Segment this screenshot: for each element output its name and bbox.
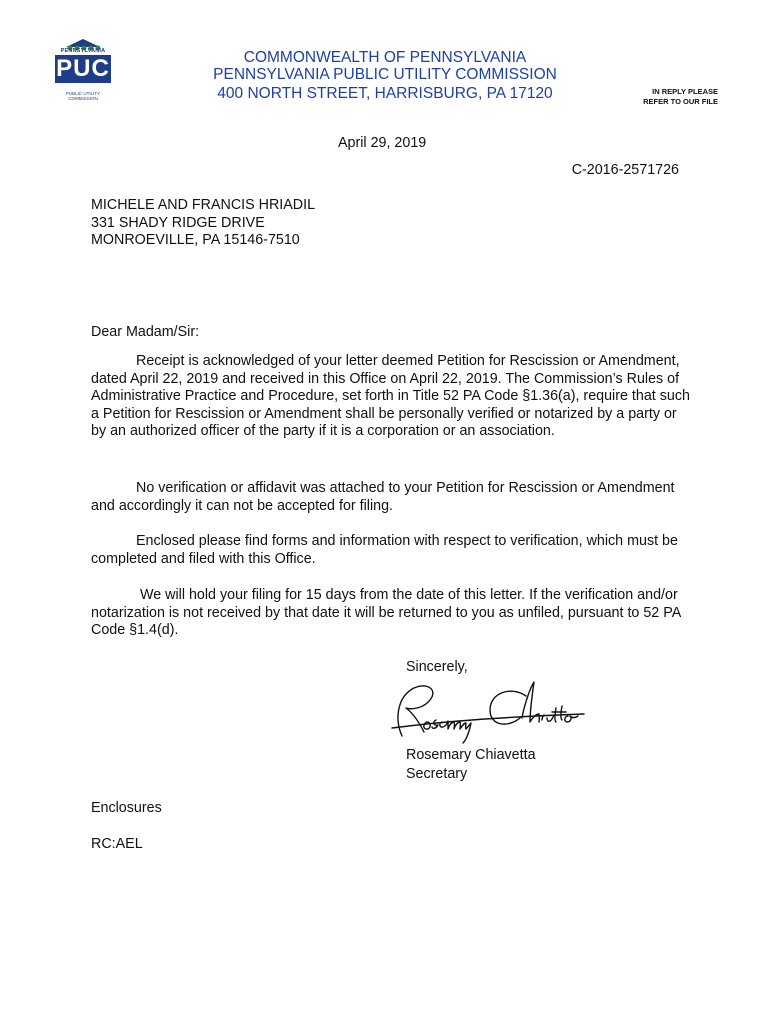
- recipient-street: 331 SHADY RIDGE DRIVE: [91, 214, 265, 231]
- logo-state-text: PENNSYLVANIA: [60, 48, 106, 54]
- reference-initials: RC:AEL: [91, 836, 143, 852]
- reply-reference-note: [600, 87, 718, 107]
- paragraph-enclosed-forms: Enclosed please find forms and information with respect to verification, which must be completed and filed with this Office.: [91, 533, 678, 567]
- closing: Sincerely,: [406, 659, 468, 675]
- docket-number: C-2016-2571726: [571, 162, 679, 178]
- letterhead-commonwealth: COMMONWEALTH OF PENNSYLVANIA: [243, 49, 527, 66]
- recipient-city: MONROEVILLE, PA 15146-7510: [91, 232, 300, 248]
- enclosures-note: Enclosures: [91, 800, 162, 816]
- letterhead-address: 400 NORTH STREET, HARRISBURG, PA 17120: [217, 85, 553, 102]
- handwritten-signature: [384, 678, 594, 748]
- letterhead-commission: PENNSYLVANIA PUBLIC UTILITY COMMISSION: [213, 66, 557, 83]
- logo-commission-text: PUBLIC UTILITY COMMISSION: [65, 91, 101, 101]
- paragraph-no-verification: No verification or affidavit was attached to your Petition for Rescission or Amendment and accordingly it can not be accepted for filing.: [91, 480, 675, 514]
- logo-puc-text: PUC: [56, 55, 110, 82]
- signer-block: [406, 746, 536, 784]
- recipient-address: [91, 197, 315, 250]
- paragraph-hold-filing: We will hold your filing for 15 days from the date of this letter. If the verification and/or notarization is not received by that date it will be returned to you as unfiled, pursuant to 52 PA Code §1.4(d).: [91, 587, 685, 638]
- signer-title: Secretary: [406, 766, 468, 782]
- reply-line-2: REFER TO OUR FILE: [643, 97, 718, 106]
- salutation: Dear Madam/Sir:: [91, 324, 200, 340]
- signer-name: Rosemary Chiavetta: [406, 747, 536, 763]
- letter-date: April 29, 2019: [338, 135, 427, 151]
- reply-line-1: IN REPLY PLEASE: [652, 87, 718, 96]
- recipient-name: MICHELE AND FRANCIS HRIADIL: [91, 197, 316, 213]
- paragraph-receipt: Receipt is acknowledged of your letter deemed Petition for Rescission or Amendment, dated April 22, 2019 and received in this Office on April 22, 2019. The Commission’s Rules of Administrative Practice and Procedure, set forth in Title 52 PA Code §1.36(a), require that such a Petition for Rescission or Amendment shall be personally verified or notarized by a party or by an authorized officer of the party if it is a corporation or an association.: [91, 353, 690, 439]
